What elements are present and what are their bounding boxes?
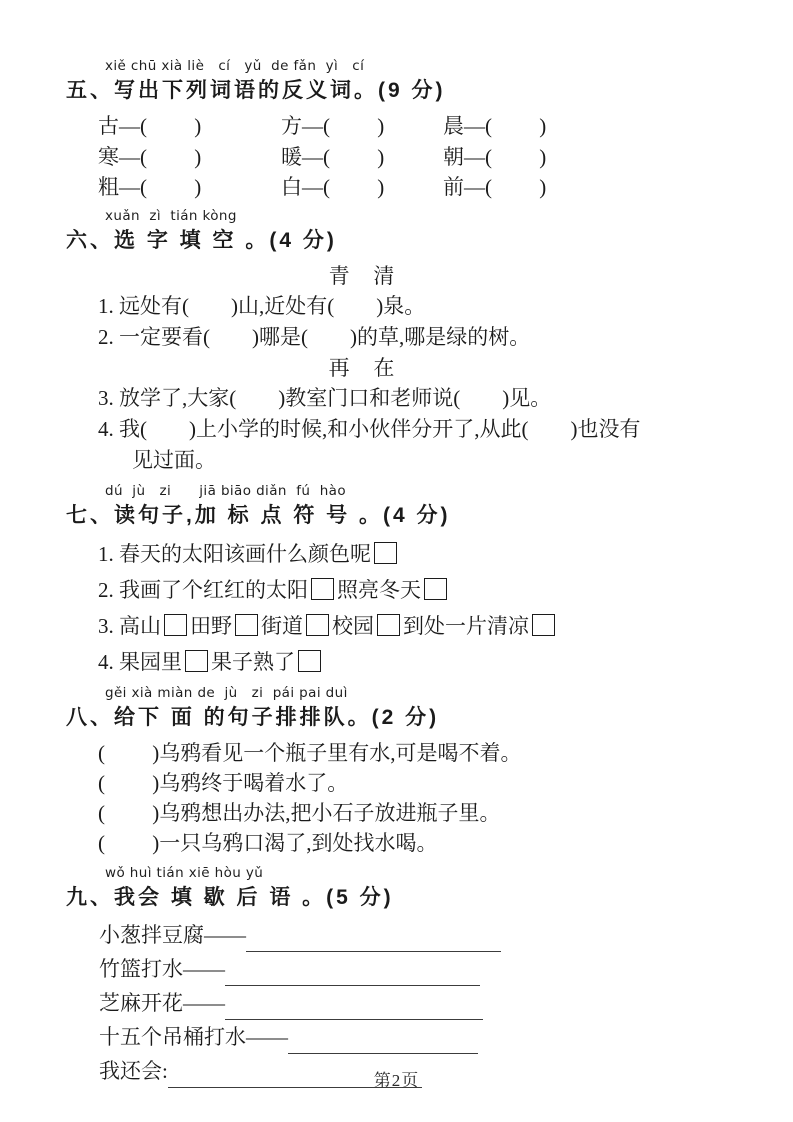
ordering-item: ( )乌鸦终于喝着水了。 [98,770,349,795]
punctuation-box [424,578,447,600]
idiom-item [99,952,749,986]
answer-blank [246,924,501,952]
ordering-item: ( )乌鸦想出办法,把小石子放进瓶子里。 [98,800,501,825]
punctuation-box [185,650,208,672]
idiom-item [99,918,749,952]
sentence-item [98,644,749,680]
pinyin-hint: xiě chū xià liè cí yǔ de fǎn yì cí [105,58,365,74]
page-number: 第2页 [373,1071,420,1090]
idiom-item [99,986,749,1020]
section-title: 五、写出下列词语的反义词。(9 分) [66,79,446,102]
sentence-continuation: 见过面。 [132,447,216,472]
antonym-item: 晨—( ) [443,114,547,138]
sentence-text: 果子熟了 [211,649,295,674]
sentence-item [98,572,749,608]
sentence-text: 田野 [190,613,232,638]
antonym-item: 古—( ) [98,114,202,138]
punctuation-box [306,614,329,636]
choice-characters: 再 在 [328,355,397,380]
punctuation-box [164,614,187,636]
idiom-label: 十五个吊桶打水—— [99,1024,288,1049]
antonym-item: 白—( ) [281,175,385,199]
ordering-item: ( )一只乌鸦口渴了,到处找水喝。 [98,830,438,855]
sentence-item: 3. 放学了,大家( )教室门口和老师说( )见。 [98,385,552,410]
answer-blank [225,992,483,1020]
antonym-grid [98,111,749,203]
idiom-label: 小葱拌豆腐—— [99,922,246,947]
pinyin-hint: xuǎn zì tián kòng [105,207,237,224]
choice-characters: 青 清 [328,263,397,288]
antonym-item: 朝—( ) [443,144,547,169]
pinyin-hint: wǒ huì tián xiē hòu yǔ [105,864,264,881]
idiom-label: 芝麻开花—— [99,990,225,1015]
sentence-text: 校园 [332,613,374,638]
sentence-text: 3. 高山 [98,613,161,638]
section-8-ordering [66,684,749,858]
sentence-item: 4. 我( )上小学的时候,和小伙伴分开了,从此( )也没有 [98,416,641,441]
sentence-item [98,608,749,644]
section-title: 七、读句子,加 标 点 符 号 。(4 分) [66,503,451,527]
idiom-item [99,1020,749,1054]
sentence-text: 到处一片清凉 [403,613,529,638]
sentence-text: 4. 果园里 [98,649,182,674]
sentence-text: 街道 [261,613,303,638]
section-5-antonyms [66,57,749,203]
sentence-text: 1. 春天的太阳该画什么颜色呢 [98,541,371,566]
section-9-idioms [66,864,749,1088]
punctuation-box [374,542,397,564]
section-title: 六、选 字 填 空 。(4 分) [66,228,337,252]
ordering-item: ( )乌鸦看见一个瓶子里有水,可是喝不着。 [98,740,522,765]
punctuation-box [377,614,400,636]
sentence-text: 2. 我画了个红红的太阳 [98,577,308,602]
antonym-item: 方—( ) [281,114,385,138]
punctuation-box [532,614,555,636]
answer-blank [225,958,480,986]
section-7-punctuation [66,482,749,680]
antonym-item: 寒—( ) [98,144,202,169]
punctuation-box [311,578,334,600]
antonym-item: 暖—( ) [281,144,385,169]
sentence-item: 2. 一定要看( )哪是( )的草,哪是绿的树。 [98,324,531,349]
answer-blank [288,1026,478,1054]
sentence-text: 照亮冬天 [337,577,421,602]
punctuation-box [298,650,321,672]
section-title: 九、我会 填 歇 后 语 。(5 分) [66,885,394,909]
idiom-label: 竹篮打水—— [99,956,225,981]
sentence-item: 1. 远处有( )山,近处有( )泉。 [98,293,426,318]
antonym-item: 前—( ) [443,175,547,199]
sentence-item [98,536,749,572]
section-6-choose-fill [66,207,749,476]
pinyin-hint: dú jù zi jiā biāo diǎn fú hào [105,482,346,499]
section-title: 八、给下 面 的句子排排队。(2 分) [66,705,440,729]
punctuation-box [235,614,258,636]
idiom-label: 我还会: [99,1058,168,1083]
antonym-item: 粗—( ) [98,175,202,199]
pinyin-hint: gěi xià miàn de jù zi pái pai duì [105,684,348,701]
